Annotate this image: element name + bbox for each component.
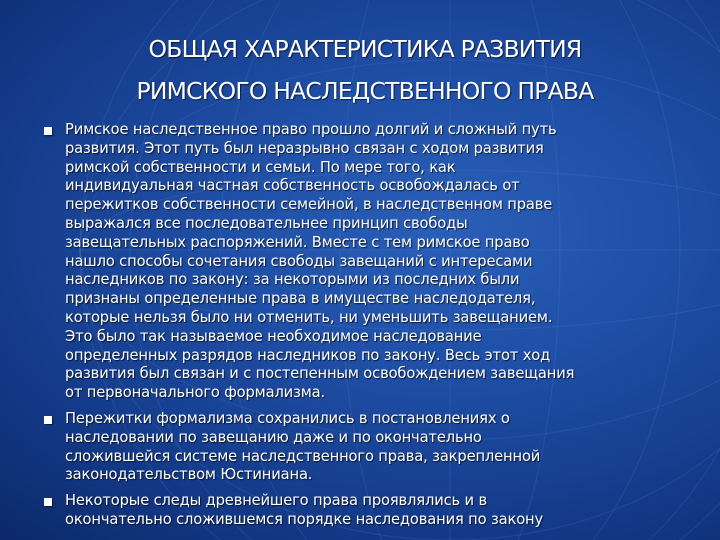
text-line: наследников по закону: за некоторыми из последних были [65,271,520,289]
bullet-text [65,121,694,403]
bullet-list [44,121,694,537]
text-line: которые нельзя было ни отменить, ни уменьшить завещанием. [65,308,553,326]
text-line: развития. Этот путь был неразрывно связан с ходом развития [65,139,544,157]
text-line: сложившейся системе наследственного права, закрепленной [65,447,541,465]
text-line: признаны определенные права в имуществе наследодателя, [65,290,536,308]
bullet-item [44,410,694,485]
slide-title [40,28,690,112]
text-line: Это было так называемое необходимое наследование [65,327,482,345]
square-bullet-icon [44,416,52,424]
bullet-text [65,492,694,530]
text-line: Некоторые следы древнейшего права проявлялись и в [65,492,487,510]
text-line: нашло способы сочетания свободы завещаний с интересами [65,252,533,270]
slide-title-line: ОБЩАЯ ХАРАКТЕРИСТИКА РАЗВИТИЯ [148,35,582,63]
bullet-item [44,121,694,403]
text-line: определенных разрядов наследников по закону. Весь этот ход [65,346,551,364]
text-line: наследовании по завещанию даже и по окончательно [65,428,482,446]
text-line: выражался все последовательнее принцип свободы [65,214,468,232]
bullet-item [44,492,694,530]
text-line: окончательно сложившемся порядке наследования по закону [65,510,544,528]
text-line: законодательством Юстиниана. [65,466,313,484]
text-line: римской собственности и семьи. По мере того, как [65,158,456,176]
text-line: Римское наследственное право прошло долгий и сложный путь [65,121,557,138]
square-bullet-icon [44,498,52,506]
text-line: развития был связан и с постепенным освобождением завещания [65,365,575,383]
text-line: завещательных распоряжений. Вместе с тем римское право [65,233,530,251]
text-line: Пережитки формализма сохранились в постановлениях о [65,409,510,427]
text-line: от первоначального формализма. [65,384,326,402]
text-line: индивидуальная частная собственность освобождалась от [65,177,520,195]
slide-title-line: РИМСКОГО НАСЛЕДСТВЕННОГО ПРАВА [136,77,594,105]
text-line: пережитков собственности семейной, в наследственном праве [65,196,553,214]
square-bullet-icon [44,127,52,135]
bullet-text [65,410,694,485]
